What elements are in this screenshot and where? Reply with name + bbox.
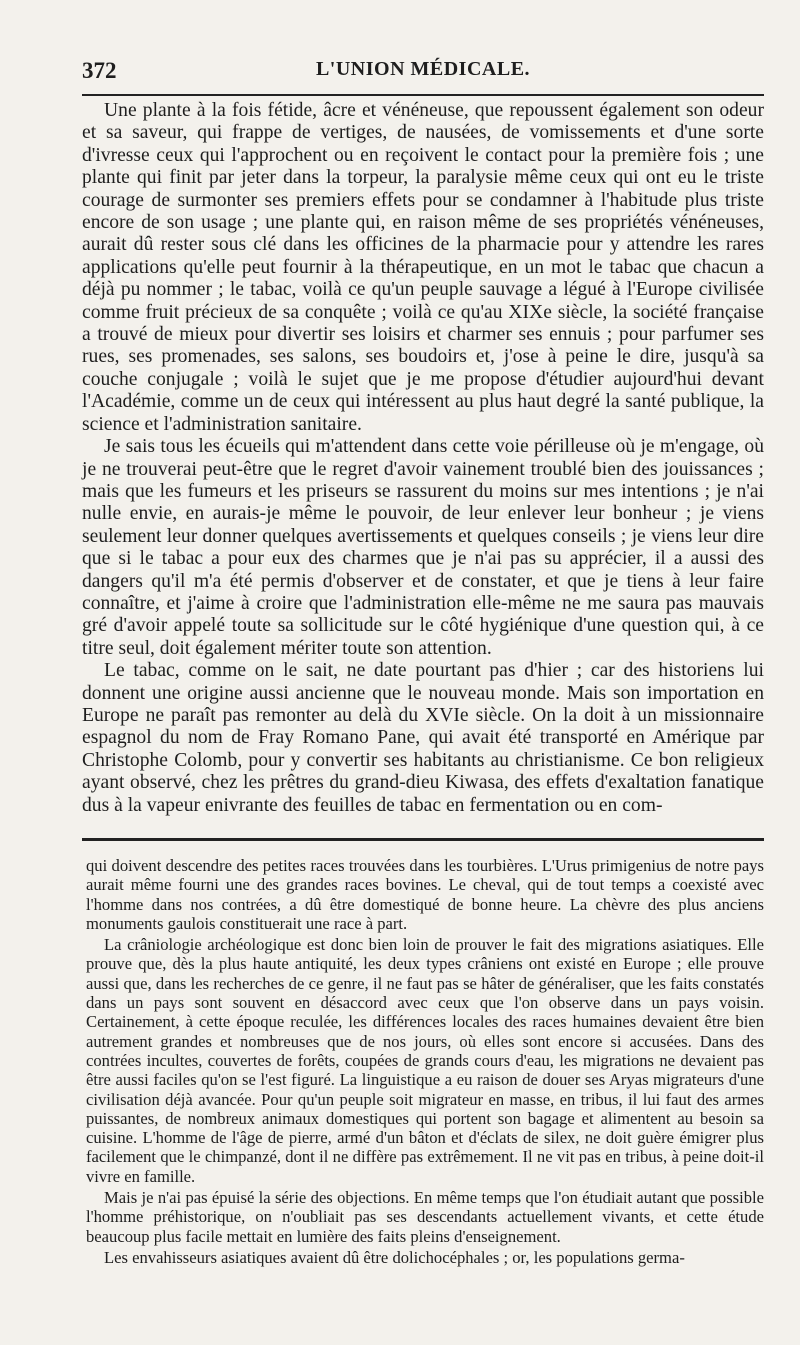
- page-header: [82, 50, 764, 90]
- note-paragraph-1: qui doivent descendre des petites races trouvées dans les tourbières. L'Urus primigenius de notre pays aurait même fourni une des grandes races bovines. Le cheval, qui de tout temps a coexisté avec l'homme dans nos contrées, a dû être domestiqué de bonne heure. La chèvre des plus anciens monuments gaulois constituerait une race à part.: [86, 856, 764, 933]
- page-number: 372: [82, 58, 117, 83]
- footnote-separator: [82, 838, 764, 841]
- main-paragraph-1: Une plante à la fois fétide, âcre et vénéneuse, que repoussent également son odeur et sa saveur, qui frappe de vertiges, de nausées, de vomissements et d'une sorte d'ivresse ceux qui l'approchent ou en reçoivent le contact pour la première fois ; une plante qui finit par jeter dans la torpeur, la paralysie même ceux qui ont eu le triste courage de surmonter ses premiers effets pour se condamner à l'habitude plus triste encore de son usage ; une plante qui, en raison même de ses propriétés vénéneuses, aurait dû rester sous clé dans les officines de la pharmacie pour y attendre les rares applications qu'elle peut fournir à la thérapeutique, en un mot le tabac que chacun a déjà pu nommer ; le tabac, voilà ce qu'un peuple sauvage a légué à l'Europe civilisée comme fruit précieux de sa conquête ; voilà ce qu'au XIXe siècle, la société française a trouvé de mieux pour divertir ses loisirs et charmer ses ennuis ; pour parfumer ses rues, ses promenades, ses salons, ses boudoirs et, j'ose à peine le dire, jusqu'à sa couche conjugale ; voilà le sujet que je me propose d'étudier aujourd'hui devant l'Académie, comme un de ceux qui intéressent au plus haut degré la santé publique, la science et l'administration sanitaire.: [82, 100, 764, 435]
- header-rule: [82, 94, 764, 96]
- main-paragraph-3: Le tabac, comme on le sait, ne date pourtant pas d'hier ; car des historiens lui donnent une origine aussi ancienne que le nouveau monde. Mais son importation en Europe ne paraît pas remonter au delà du XVIe siècle. On la doit à un missionnaire espagnol du nom de Fray Romano Pane, qui avait été transporté en Amérique par Christophe Colomb, pour y convertir ses habitants au christianisme. Ce bon religieux ayant observé, chez les prêtres du grand-dieu Kiwasa, des effets d'exaltation fanatique dus à la vapeur enivrante des feuilles de tabac en fermentation ou en com-: [82, 660, 764, 816]
- main-paragraph-2: Je sais tous les écueils qui m'attendent dans cette voie périlleuse où je m'engage, où je ne trouverai peut-être que le regret d'avoir vainement troublé bien des jouissances ; mais que les fumeurs et les priseurs se rassurent du moins sur mes intentions ; je n'ai nulle envie, en aurais-je même le pouvoir, de leur enlever leur bonheur ; je viens seulement leur donner quelques avertissements et quelques conseils ; je viens leur dire que si le tabac a pour eux des charmes que je n'ai pas su apprécier, il a aussi des dangers qu'il m'a été permis d'observer et de constater, et que je tiens à leur faire connaître, et j'aime à croire que l'administration elle-même ne me saura pas mauvais gré d'avoir appelé toute sa sollicitude sur le côté hygiénique d'une question qui, à ce titre seul, doit également mériter toute son attention.: [82, 436, 764, 659]
- main-text: [82, 100, 764, 817]
- note-paragraph-3: Mais je n'ai pas épuisé la série des objections. En même temps que l'on étudiait autant que possible l'homme préhistorique, on n'oubliait pas ses descendants actuellement vivants, et cette étude beaucoup plus facile mettait en lumière des faits pleins d'enseignement.: [86, 1188, 764, 1246]
- note-paragraph-4: Les envahisseurs asiatiques avaient dû être dolichocéphales ; or, les populations germa-: [104, 1247, 685, 1267]
- footnote-text: [86, 856, 764, 1267]
- running-title: L'UNION MÉDICALE.: [315, 58, 531, 80]
- note-paragraph-2: La crâniologie archéologique est donc bien loin de prouver le fait des migrations asiatiques. Elle prouve que, dès la plus haute antiquité, les deux types crâniens ont existé en Europe ; elle prouve aussi que, dans les recherches de ce genre, il ne faut pas se hâter de généraliser, que les faits constatés dans un pays sont souvent en désaccord avec ceux que l'on observe dans un pays voisin. Certainement, à cette époque reculée, les différences locales des races humaines devaient être bien autrement grandes et nombreuses que de nos jours, où elles sont encore si accusées. Dans des contrées incultes, couvertes de forêts, coupées de grands cours d'eau, les migrations ne devaient pas être aussi faciles qu'on se l'est figuré. La linguistique a eu raison de douer ses Aryas migrateurs d'une civilisation déjà avancée. Pour qu'un peuple soit migrateur en masse, en tribus, il lui faut des armes puissantes, de nombreux animaux domestiques qui portent son bagage et alimentent au besoin sa cuisine. L'homme de l'âge de pierre, armé d'un bâton et d'éclats de silex, ne doit guère émigrer plus facilement que le chimpanzé, dont il ne diffère pas extrêmement. Il ne vit pas en tribus, à peine doit-il vivre en famille.: [86, 935, 764, 1186]
